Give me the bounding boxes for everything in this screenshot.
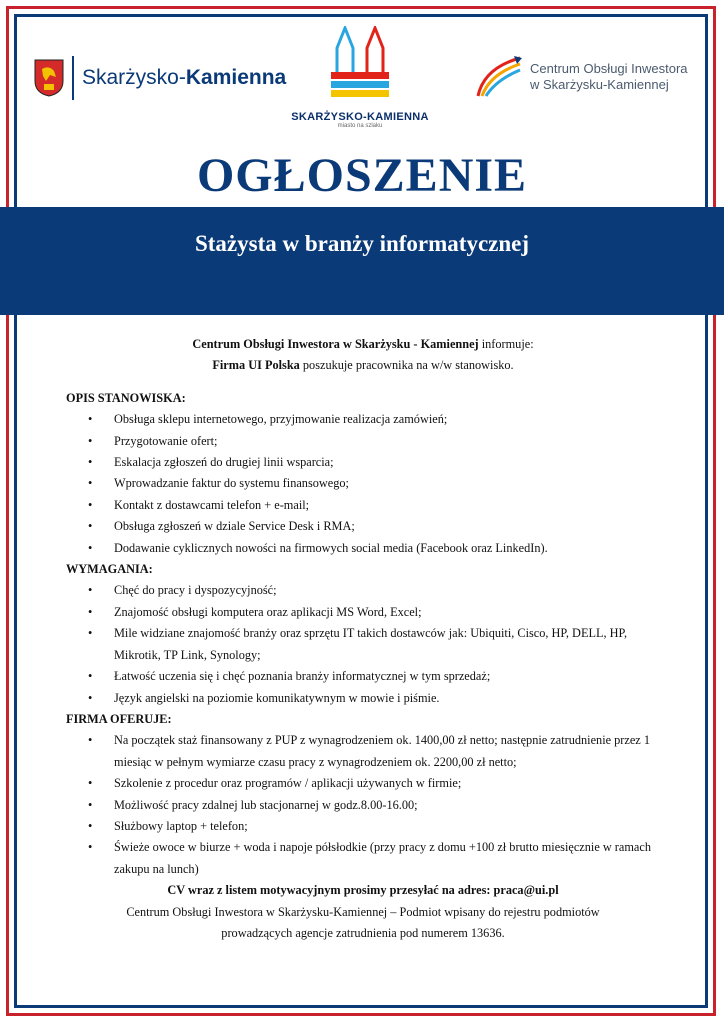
- list-item: • Wprowadzanie faktur do systemu finansowego;: [66, 473, 660, 494]
- list-item: • Możliwość pracy zdalnej lub stacjonarnej w godz.8.00-16.00;: [66, 795, 660, 816]
- city-brand-logo: [290, 26, 430, 129]
- coi-logo-text: [530, 61, 688, 93]
- announcement-body: [66, 334, 660, 944]
- section-heading-requirements: WYMAGANIA:: [66, 562, 153, 577]
- list-item: • Świeże owoce w biurze + woda i napoje półsłodkie (przy pracy z domu +100 zł brutto miesięcznie w ramach zakupu na lunch): [66, 837, 660, 880]
- coat-of-arms-icon: [34, 59, 64, 97]
- list-item: • Łatwość uczenia się i chęć poznania branży informatycznej w tym sprzedaż;: [66, 666, 660, 687]
- section-heading-offer: FIRMA OFERUJE:: [66, 711, 172, 726]
- list-item: • Mile widziane znajomość branży oraz sprzętu IT takich dostawców jak: Ubiquiti, Cisco, HP, DELL, HP, Mikrotik, TP Link, Synology;: [66, 623, 660, 666]
- coi-logo: [474, 54, 688, 100]
- coi-line-1: Centrum Obsługi Inwestora: [530, 61, 688, 76]
- offer-list: [66, 730, 660, 880]
- intro-line-2: Firma UI Polska poszukuje pracownika na w/w stanowisko.: [212, 358, 514, 373]
- footer-line-1: Centrum Obsługi Inwestora w Skarżysku-Kamiennej – Podmiot wpisany do rejestru podmiotów: [126, 904, 600, 919]
- title-band: [0, 207, 724, 315]
- list-item: • Chęć do pracy i dyspozycyjność;: [66, 580, 660, 601]
- duties-list: [66, 409, 660, 559]
- list-item: • Służbowy laptop + telefon;: [66, 816, 660, 837]
- city-brand-tagline: miasto na szlaku: [337, 123, 383, 129]
- skarzysko-kamienna-logo: [34, 56, 286, 100]
- logo-header: [0, 0, 724, 140]
- list-item: • Dodawanie cyklicznych nowości na firmowych social media (Facebook oraz LinkedIn).: [66, 538, 660, 559]
- list-item: • Przygotowanie ofert;: [66, 431, 660, 452]
- requirements-list: [66, 580, 660, 708]
- list-item: • Obsługa sklepu internetowego, przyjmowanie realizacja zamówień;: [66, 409, 660, 430]
- logo-divider: [72, 56, 74, 100]
- coi-line-2: w Skarżysku-Kamiennej: [530, 77, 669, 92]
- footer-line-2: prowadzących agencje zatrudnienia pod numerem 13636.: [221, 925, 505, 940]
- position-title: Stażysta w branży informatycznej: [194, 231, 530, 256]
- church-towers-icon: [315, 26, 405, 104]
- list-item: • Eskalacja zgłoszeń do drugiej linii wsparcia;: [66, 452, 660, 473]
- page-title: OGŁOSZENIE: [196, 149, 528, 202]
- list-item: • Obsługa zgłoszeń w dziale Service Desk i RMA;: [66, 516, 660, 537]
- city-brand-name: SKARŻYSKO-KAMIENNA: [291, 111, 429, 123]
- contact-line: CV wraz z listem motywacyjnym prosimy przesyłać na adres: praca@ui.pl: [167, 883, 559, 898]
- list-item: • Szkolenie z procedur oraz programów / aplikacji używanych w firmie;: [66, 773, 660, 794]
- list-item: • Znajomość obsługi komputera oraz aplikacji MS Word, Excel;: [66, 602, 660, 623]
- list-item: • Język angielski na poziomie komunikatywnym w mowie i piśmie.: [66, 688, 660, 709]
- list-item: • Kontakt z dostawcami telefon + e-mail;: [66, 495, 660, 516]
- city-name: Skarżysko-Kamienna: [82, 66, 287, 89]
- intro-line-1: Centrum Obsługi Inwestora w Skarżysku - Kamiennej informuje:: [192, 337, 534, 351]
- swoosh-arrow-icon: [474, 54, 524, 100]
- list-item: • Na początek staż finansowany z PUP z wynagrodzeniem ok. 1400,00 zł netto; następnie zatrudnienie przez 1 miesiąc w pełnym wymiarze czasu pracy z wynagrodzeniem ok. 2200,00 zł netto;: [66, 730, 660, 773]
- section-heading-duties: OPIS STANOWISKA:: [66, 390, 186, 405]
